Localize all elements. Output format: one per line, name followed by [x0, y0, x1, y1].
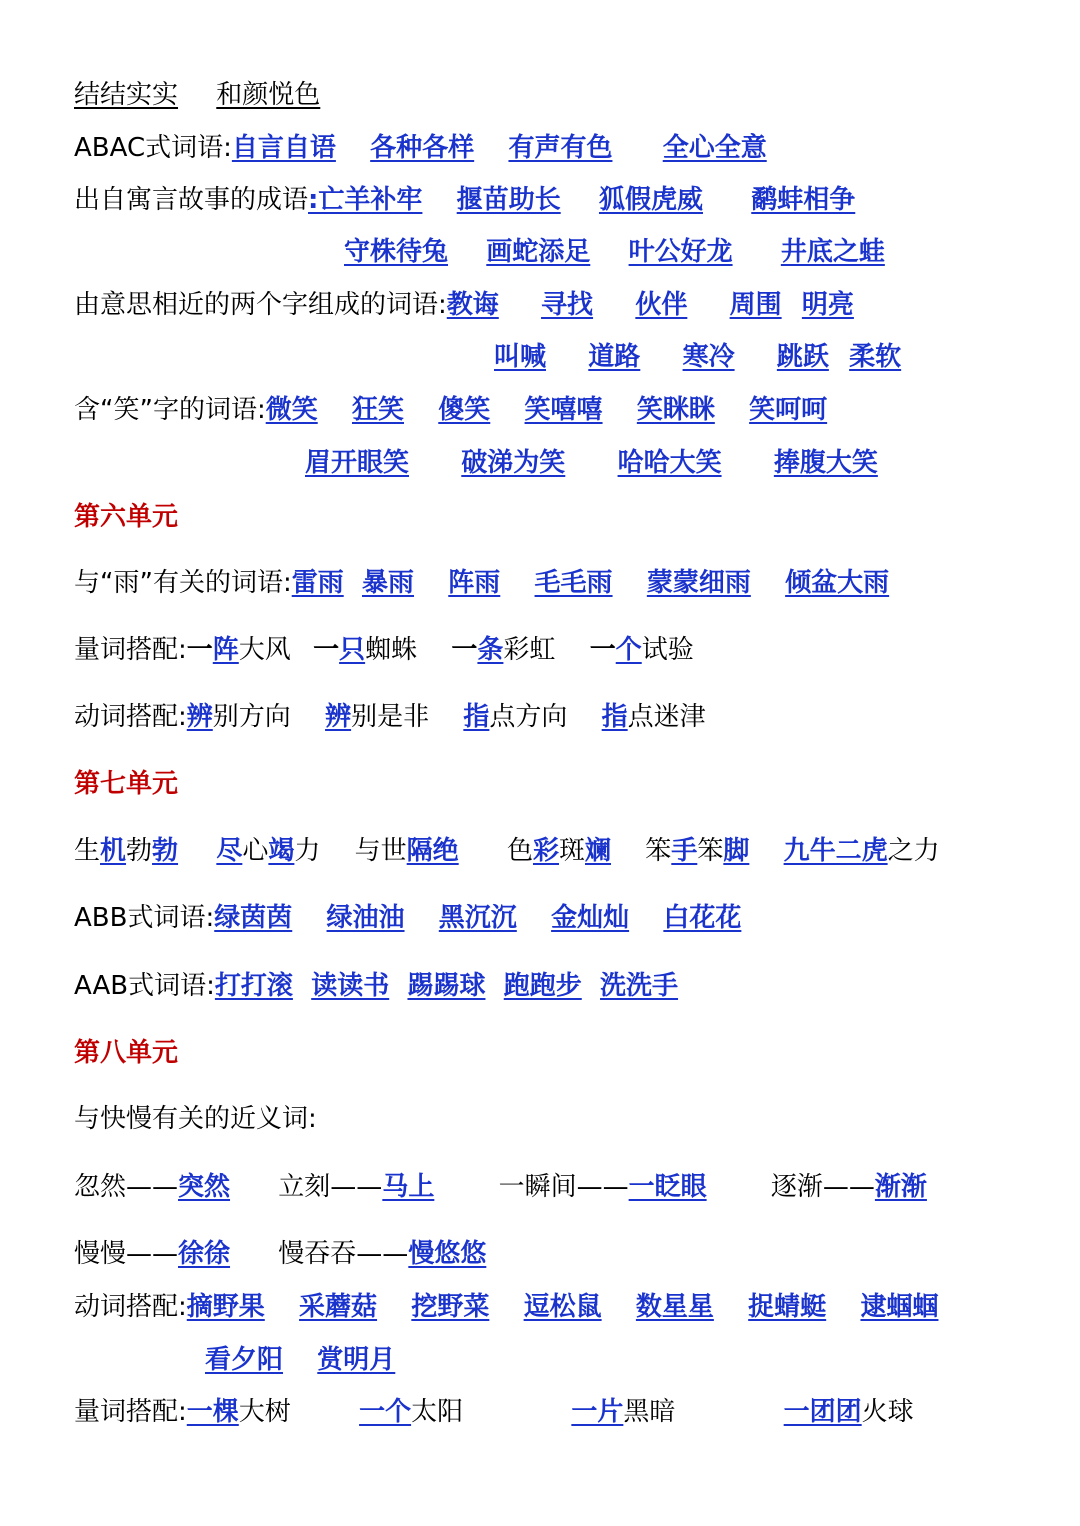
- word-item: 叶公好龙: [628, 237, 733, 267]
- word-item: 微笑: [265, 395, 318, 425]
- label-abac: ABAC式词语:: [74, 133, 232, 163]
- word-item: 笑嘻嘻: [524, 395, 603, 425]
- line-measure-words-8: [74, 1392, 914, 1432]
- word-item: :亡羊补牢: [308, 185, 423, 215]
- label-verb-collocation: 动词搭配:: [74, 1292, 187, 1322]
- line-speed-synonyms-1: [74, 1167, 927, 1207]
- word-item: 鹬蚌相争: [751, 185, 856, 215]
- line-xiao-words-cont: [305, 443, 878, 483]
- line-fable-idioms-cont: [344, 232, 885, 272]
- word-item: 摘野果: [186, 1292, 265, 1322]
- idiom-yushigejue: 与世隔绝: [354, 836, 459, 866]
- idiom-secaibanlan: 色彩斑斓: [506, 836, 612, 866]
- line-similar-chars: [74, 285, 854, 325]
- label-abb: ABB式词语:: [74, 903, 215, 933]
- word-item: 逮蝈蝈: [860, 1292, 939, 1322]
- line-abb: [74, 898, 741, 938]
- label-similar-chars: 由意思相近的两个字组成的词语:: [74, 290, 447, 320]
- word-item: 读读书: [311, 971, 390, 1001]
- word-item: 跳跃: [776, 342, 829, 372]
- line-unit7-idioms: [74, 831, 940, 871]
- word-item: 金灿灿: [551, 903, 630, 933]
- word-item: 寒冷: [682, 342, 735, 372]
- line-rain-words: [74, 563, 889, 603]
- synonym-pair: 慢慢——徐徐: [74, 1239, 231, 1269]
- word-item: 眉开眼笑: [305, 448, 410, 478]
- measure-group: 一片黑暗: [571, 1397, 676, 1427]
- word-item: 周围: [729, 290, 782, 320]
- label-xiao-words: 含“笑”字的词语:: [74, 395, 266, 425]
- line-verb-collocation-6: [74, 697, 706, 737]
- word-item: 各种各样: [370, 133, 475, 163]
- word-item: 自言自语: [231, 133, 336, 163]
- word-item: 看夕阳: [205, 1345, 284, 1375]
- measure-group: 一棵大树: [186, 1397, 291, 1427]
- line-verb-collocation-8: [74, 1287, 938, 1327]
- synonym-pair: 立刻——马上: [278, 1172, 435, 1202]
- synonym-pair: 慢吞吞——慢悠悠: [278, 1239, 487, 1269]
- word-item: 破涕为笑: [461, 448, 566, 478]
- word-item: 叫喊: [494, 342, 547, 372]
- word-item: 守株待兔: [344, 237, 449, 267]
- word-item: 跑跑步: [503, 971, 582, 1001]
- word-item: 柔软: [849, 342, 902, 372]
- word-item: 狂笑: [351, 395, 404, 425]
- word-item: 黑沉沉: [438, 903, 517, 933]
- measure-group: 一个太阳: [359, 1397, 464, 1427]
- label-verb-collocation: 动词搭配:: [74, 702, 187, 732]
- synonym-pair: 忽然——突然: [74, 1172, 231, 1202]
- verb-group: 指点迷津: [601, 702, 706, 732]
- idiom-jinxinjieli: 尽心竭力: [216, 836, 321, 866]
- label-measure-words: 量词搭配:: [74, 635, 187, 665]
- word-item: 倾盆大雨: [785, 568, 890, 598]
- idiom-benshoubenjiao: 笨手笨脚: [645, 836, 750, 866]
- idiom-jiuniuerhu: 九牛二虎之力: [783, 836, 940, 866]
- word-item: 挖野菜: [411, 1292, 490, 1322]
- measure-group: 一团团火球: [783, 1397, 914, 1427]
- word-item: 数星星: [635, 1292, 714, 1322]
- word-item: 伙伴: [635, 290, 688, 320]
- word-item: 画蛇添足: [486, 237, 591, 267]
- label-rain-words: 与“雨”有关的词语:: [74, 568, 292, 598]
- word-item: 白花花: [663, 903, 742, 933]
- verb-group: 辨别方向: [186, 702, 291, 732]
- word-item: 毛毛雨: [534, 568, 613, 598]
- label-fable-idioms: 出自寓言故事的成语: [74, 185, 309, 215]
- word-item: 狐假虎威: [598, 185, 703, 215]
- measure-group: 一个试验: [589, 635, 694, 665]
- label-aab: AAB式词语:: [74, 971, 215, 1001]
- synonym-pair: 一瞬间——一眨眼: [498, 1172, 707, 1202]
- word-item: 笑眯眯: [636, 395, 715, 425]
- heading-unit-8: 第八单元: [74, 1038, 179, 1068]
- word-item: 道路: [588, 342, 641, 372]
- word-item: 全心全意: [662, 133, 767, 163]
- word-item: 井底之蛙: [780, 237, 885, 267]
- heading-unit-6: 第六单元: [74, 502, 179, 532]
- word-item: 蒙蒙细雨: [646, 568, 751, 598]
- word-item: 绿茵茵: [214, 903, 293, 933]
- label-measure-words: 量词搭配:: [74, 1397, 187, 1427]
- word-item: 笑呵呵: [749, 395, 828, 425]
- measure-group: 一只蜘蛛: [313, 635, 418, 665]
- word-item: 踢踢球: [407, 971, 486, 1001]
- word-item: 寻找: [541, 290, 594, 320]
- line-xiao-words: [74, 390, 827, 430]
- word-item: 雷雨: [291, 568, 344, 598]
- line-measure-words-6: [74, 630, 694, 670]
- word-item: 赏明月: [317, 1345, 396, 1375]
- line-jiejieshishi: [74, 75, 320, 115]
- word-item: 采蘑菇: [299, 1292, 378, 1322]
- word-item: 暴雨: [361, 568, 414, 598]
- word-item: 揠苗助长: [456, 185, 561, 215]
- measure-group: 一条彩虹: [451, 635, 556, 665]
- synonym-pair: 逐渐——渐渐: [770, 1172, 927, 1202]
- line-abac: [74, 128, 767, 168]
- idiom-shengjibobo: 生机勃勃: [74, 836, 179, 866]
- word-jiejieshishi: 结结实实: [74, 80, 179, 110]
- line-aab: [74, 966, 678, 1006]
- word-item: 打打滚: [214, 971, 293, 1001]
- line-speed-synonyms-2: [74, 1234, 486, 1274]
- line-speed-synonyms-label: 与快慢有关的近义词:: [74, 1104, 317, 1134]
- word-heyanyuese: 和颜悦色: [216, 80, 321, 110]
- word-item: 教诲: [446, 290, 499, 320]
- word-item: 绿油油: [326, 903, 405, 933]
- line-verb-collocation-8-cont: [205, 1340, 395, 1380]
- verb-group: 指点方向: [463, 702, 568, 732]
- verb-group: 辨别是非: [325, 702, 430, 732]
- word-item: 明亮: [801, 290, 854, 320]
- word-item: 捧腹大笑: [773, 448, 878, 478]
- word-item: 哈哈大笑: [617, 448, 722, 478]
- heading-unit-7: 第七单元: [74, 769, 179, 799]
- word-item: 捉蜻蜓: [748, 1292, 827, 1322]
- word-item: 阵雨: [448, 568, 501, 598]
- word-item: 傻笑: [438, 395, 491, 425]
- word-item: 逗松鼠: [523, 1292, 602, 1322]
- line-fable-idioms: [74, 180, 855, 220]
- measure-group: 一阵大风: [186, 635, 291, 665]
- word-item: 洗洗手: [600, 971, 679, 1001]
- line-similar-chars-cont: [494, 337, 901, 377]
- word-item: 有声有色: [508, 133, 613, 163]
